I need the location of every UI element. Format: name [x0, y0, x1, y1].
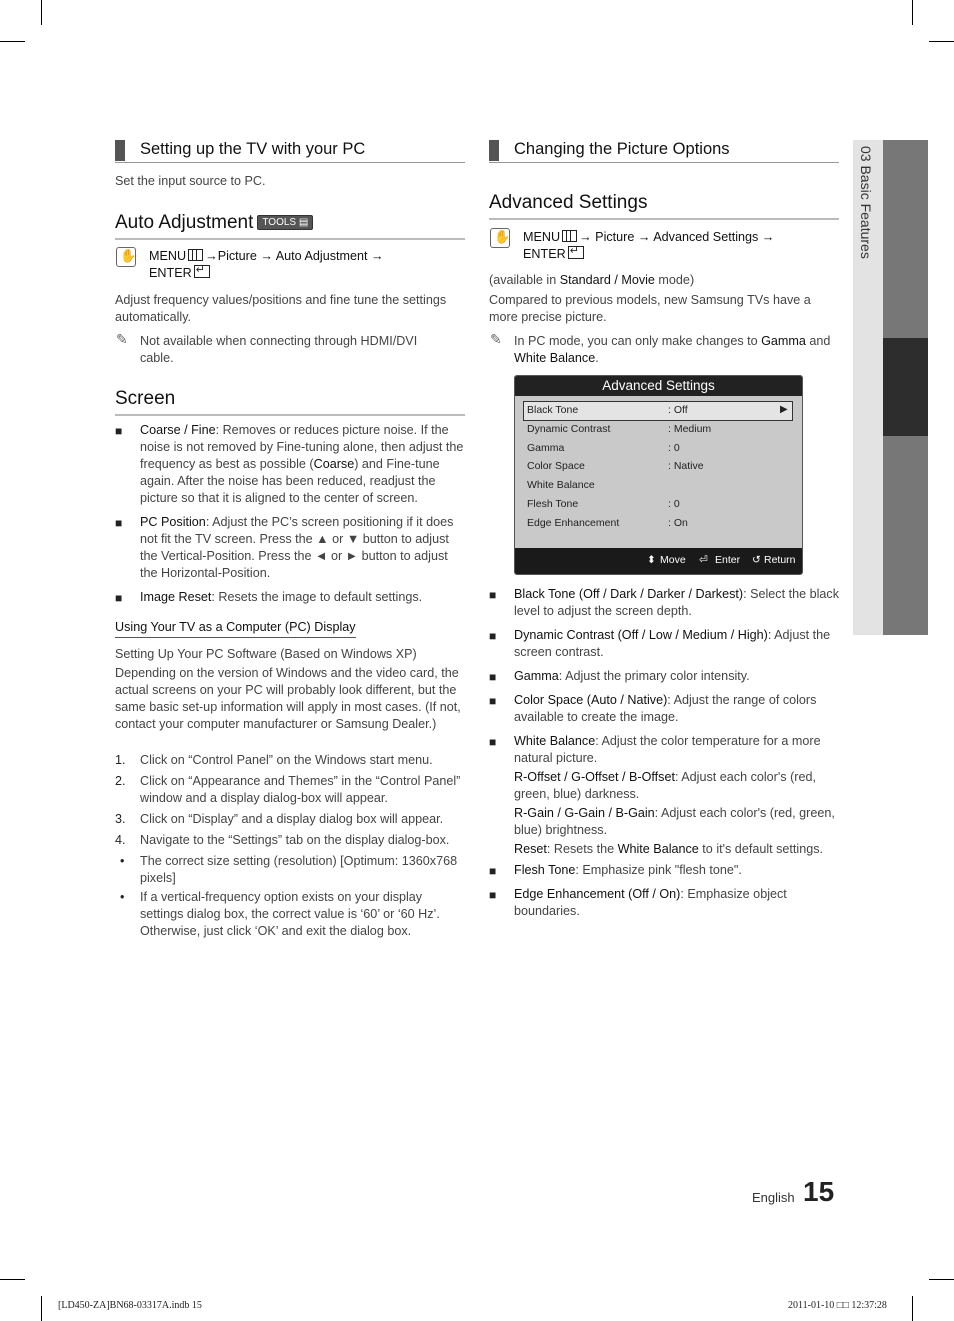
sub-item: R-Gain / G-Gain / B-Gain: Adjust each color's (red, green, blue) brightness. — [514, 806, 835, 837]
step-item: 4. Navigate to the “Settings” tab on the display dialog-box. — [115, 833, 450, 847]
heading-text: Auto Adjustment — [115, 212, 254, 233]
enter-icon: ⏎ — [699, 554, 708, 566]
adv-list — [489, 586, 839, 927]
page-number: 15 — [803, 1176, 835, 1207]
side-tab-label: 03 Basic Features — [858, 146, 874, 259]
list-item: ■ PC Position: Adjust the PC’s screen positioning if it does not fit the TV screen. Press the ▲ or ▼ button to adjust the Vertical-Position. Press the ◄ or ► button to adjust the Horizontal-Position. — [115, 515, 454, 580]
screen-list — [115, 422, 465, 613]
remote-icon: ✋ — [490, 228, 510, 248]
list-item: ■ Edge Enhancement (Off / On): Emphasize object boundaries. — [489, 887, 787, 918]
auto-menu-path: MENU →Picture → Auto Adjustment → ENTER↵ — [149, 248, 449, 282]
enter-icon — [194, 265, 210, 278]
list-item: ■ Image Reset: Resets the image to default settings. — [115, 590, 423, 605]
osd-row: White Balance — [527, 479, 595, 491]
bullet-item: • If a vertical-frequency option exists on your display settings dialog box, the correct value is ‘60’ or ‘60 Hz’. Otherwise, just click ‘OK’ and exit the dialog box. — [120, 890, 440, 938]
enter-icon — [568, 246, 584, 259]
advanced-settings-osd — [514, 375, 803, 575]
step-item: 1. Click on “Control Panel” on the Windows start menu. — [115, 753, 433, 767]
arrow-right-icon: ▶ — [780, 404, 788, 415]
footer-language: English — [752, 1190, 795, 1205]
list-item: ■ Coarse / Fine: Removes or reduces picture noise. If the noise is not removed by Fine-tuning alone, then adjust the frequency as best as possible (Coarse) and Fine-tune again. After the noise has been reduced, readjust the picture so that it is aligned to the center of screen. — [115, 423, 464, 505]
pc-mode-note: In PC mode, you can only make changes to Gamma and White Balance. — [514, 334, 831, 365]
section-title: Setting up the TV with your PC — [140, 140, 366, 158]
bullet-item: • The correct size setting (resolution) [Optimum: 1360x768 pixels] — [120, 854, 458, 885]
footer-file: [LD450-ZA]BN68-03317A.indb 15 — [58, 1300, 202, 1311]
sub-item: Reset: Resets the White Balance to it's default settings. — [514, 842, 824, 856]
list-item: ■ White Balance: Adjust the color temperature for a more natural picture. — [489, 734, 821, 765]
compare-text: Compared to previous models, new Samsung TVs have a more precise picture. — [489, 293, 811, 324]
move-icon: ⬍ — [647, 554, 656, 566]
side-tab-active-block — [883, 338, 928, 436]
tools-badge: TOOLS ▤ — [257, 215, 313, 230]
osd-row: Flesh Tone : 0 — [527, 498, 680, 510]
osd-title: Advanced Settings — [515, 376, 802, 396]
remote-icon: ✋ — [116, 247, 136, 267]
screen-heading: Screen — [115, 388, 465, 416]
list-item: ■ Flesh Tone: Emphasize pink "flesh tone". — [489, 863, 742, 878]
osd-row: Dynamic Contrast : Medium — [527, 423, 712, 435]
menu-icon — [188, 249, 203, 261]
pc-text: Depending on the version of Windows and the video card, the actual screens on your PC will probably look different, but the same basic set-up information will apply in most cases. (If not, contact your computer manufacturer or Samsung Dealer.) — [115, 666, 461, 731]
list-item: ■ Dynamic Contrast (Off / Low / Medium / High): Adjust the screen contrast. — [489, 628, 831, 659]
list-item: ■ Color Space (Auto / Native): Adjust the range of colors available to create the image. — [489, 693, 817, 724]
return-icon: ↺ — [752, 554, 761, 566]
osd-row: Edge Enhancement : On — [527, 517, 688, 529]
adv-menu-path: MENU → Picture → Advanced Settings → ENTER↵ — [523, 229, 833, 263]
osd-row: Black Tone : Off ▶ — [527, 401, 797, 419]
auto-adjustment-heading — [115, 212, 465, 240]
section-header-setup — [115, 140, 465, 163]
availability-text: (available in Standard / Movie mode) — [489, 273, 695, 287]
footer-date: 2011-01-10 □□ 12:37:28 — [788, 1300, 887, 1311]
side-tab-block — [883, 140, 928, 338]
auto-note: Not available when connecting through HDMI/DVI cable. — [140, 334, 418, 365]
osd-footer: ⬍ Move ⏎ Enter ↺ Return — [515, 548, 802, 574]
sub-item: R-Offset / G-Offset / B-Offset: Adjust each color's (red, green, blue) darkness. — [514, 770, 816, 801]
auto-text: Adjust frequency values/positions and fine tune the settings automatically. — [115, 293, 447, 324]
note-pencil-icon: ✎ — [490, 331, 502, 347]
menu-icon — [562, 230, 577, 242]
pc-display-title: Using Your TV as a Computer (PC) Display — [115, 619, 356, 638]
step-item: 3. Click on “Display” and a display dialog box will appear. — [115, 812, 444, 826]
pc-steps — [115, 752, 465, 947]
pc-sub: Setting Up Your PC Software (Based on Windows XP) — [115, 647, 417, 661]
note-pencil-icon: ✎ — [116, 331, 128, 347]
list-item: ■ Black Tone (Off / Dark / Darker / Darkest): Select the black level to adjust the screen depth. — [489, 587, 839, 618]
setup-text: Set the input source to PC. — [115, 174, 266, 188]
section-header-picture — [489, 140, 839, 163]
side-tab-block — [883, 436, 928, 635]
section-title: Changing the Picture Options — [514, 140, 730, 158]
osd-row: Gamma : 0 — [527, 442, 680, 454]
list-item: ■ Gamma: Adjust the primary color intensity. — [489, 669, 750, 684]
step-item: 2. Click on “Appearance and Themes” in the “Control Panel” window and a display dialog-box will appear. — [115, 774, 461, 805]
advanced-settings-heading: Advanced Settings — [489, 192, 839, 220]
osd-row: Color Space : Native — [527, 460, 704, 472]
